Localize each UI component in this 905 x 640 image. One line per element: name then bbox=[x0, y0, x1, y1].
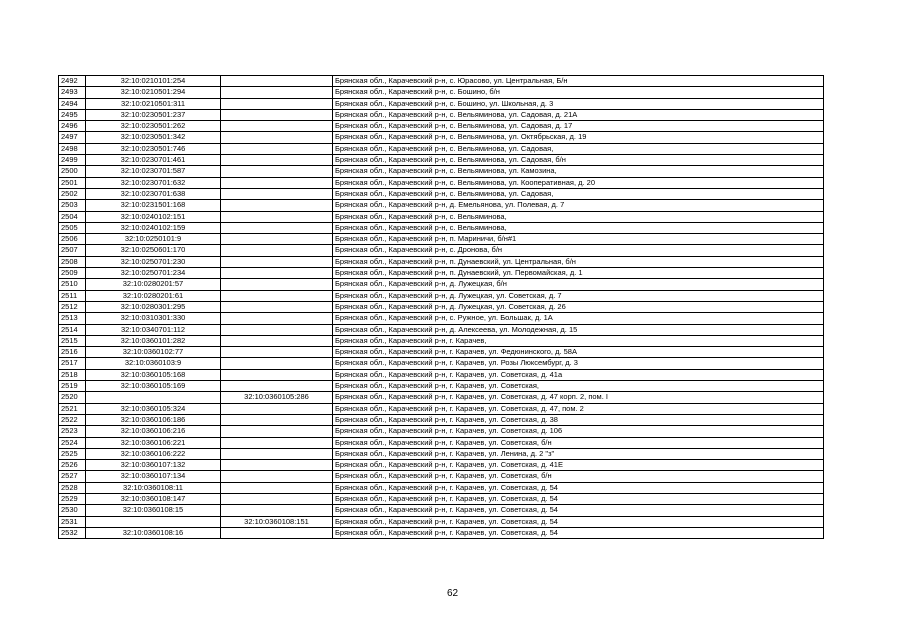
table-row bbox=[59, 381, 824, 392]
cadastral-number-cell: 32:10:0250101:9 bbox=[86, 234, 221, 245]
cadastral-number-cell: 32:10:0360107:134 bbox=[86, 471, 221, 482]
row-number-cell: 2530 bbox=[59, 505, 86, 516]
table-row bbox=[59, 437, 824, 448]
table-row bbox=[59, 109, 824, 120]
address-cell: Брянская обл., Карачевский р-н, с. Бошино, б/н bbox=[333, 87, 824, 98]
row-number-cell: 2515 bbox=[59, 335, 86, 346]
table-row bbox=[59, 290, 824, 301]
address-cell: Брянская обл., Карачевский р-н, г. Карачев, ул. Советская, д. 54 bbox=[333, 527, 824, 538]
cadastral-number-cell: 32:10:0360107:132 bbox=[86, 460, 221, 471]
cadastral-number-secondary-cell bbox=[221, 268, 333, 279]
cadastral-number-secondary-cell bbox=[221, 347, 333, 358]
table-row bbox=[59, 256, 824, 267]
row-number-cell: 2495 bbox=[59, 109, 86, 120]
table-row bbox=[59, 392, 824, 403]
row-number-cell: 2504 bbox=[59, 211, 86, 222]
address-cell: Брянская обл., Карачевский р-н, д. Лужецкая, ул. Советская, д. 7 bbox=[333, 290, 824, 301]
address-cell: Брянская обл., Карачевский р-н, п. Мариничи, б/н#1 bbox=[333, 234, 824, 245]
row-number-cell: 2506 bbox=[59, 234, 86, 245]
cadastral-number-secondary-cell bbox=[221, 381, 333, 392]
table-row bbox=[59, 482, 824, 493]
address-cell: Брянская обл., Карачевский р-н, с. Вельяминова, ул. Садовая, д. 17 bbox=[333, 121, 824, 132]
address-cell: Брянская обл., Карачевский р-н, г. Карачев, ул. Советская, д. 47, пом. 2 bbox=[333, 403, 824, 414]
row-number-cell: 2503 bbox=[59, 200, 86, 211]
table-row bbox=[59, 245, 824, 256]
row-number-cell: 2498 bbox=[59, 143, 86, 154]
table-row bbox=[59, 234, 824, 245]
table-row bbox=[59, 403, 824, 414]
cadastral-number-cell bbox=[86, 392, 221, 403]
cadastral-number-secondary-cell bbox=[221, 358, 333, 369]
cadastral-number-secondary-cell bbox=[221, 460, 333, 471]
row-number-cell: 2520 bbox=[59, 392, 86, 403]
row-number-cell: 2493 bbox=[59, 87, 86, 98]
row-number-cell: 2524 bbox=[59, 437, 86, 448]
cadastral-number-cell: 32:10:0360108:16 bbox=[86, 527, 221, 538]
address-cell: Брянская обл., Карачевский р-н, д. Лужецкая, ул. Советская, д. 26 bbox=[333, 301, 824, 312]
row-number-cell: 2508 bbox=[59, 256, 86, 267]
cadastral-number-cell: 32:10:0240102:159 bbox=[86, 222, 221, 233]
cadastral-number-cell: 32:10:0360106:186 bbox=[86, 414, 221, 425]
table-row bbox=[59, 448, 824, 459]
cadastral-number-cell: 32:10:0280201:61 bbox=[86, 290, 221, 301]
address-cell: Брянская обл., Карачевский р-н, с. Бошино, ул. Школьная, д. 3 bbox=[333, 98, 824, 109]
row-number-cell: 2516 bbox=[59, 347, 86, 358]
cadastral-number-cell: 32:10:0230501:342 bbox=[86, 132, 221, 143]
address-cell: Брянская обл., Карачевский р-н, с. Ружное, ул. Большак, д. 1А bbox=[333, 313, 824, 324]
table-row bbox=[59, 426, 824, 437]
row-number-cell: 2527 bbox=[59, 471, 86, 482]
cadastral-number-cell: 32:10:0360101:282 bbox=[86, 335, 221, 346]
cadastral-number-secondary-cell bbox=[221, 87, 333, 98]
cadastral-number-secondary-cell bbox=[221, 471, 333, 482]
table-row bbox=[59, 177, 824, 188]
table-row bbox=[59, 155, 824, 166]
address-cell: Брянская обл., Карачевский р-н, с. Вельяминова, bbox=[333, 222, 824, 233]
table-row bbox=[59, 313, 824, 324]
address-cell: Брянская обл., Карачевский р-н, с. Вельяминова, ул. Садовая, bbox=[333, 188, 824, 199]
address-cell: Брянская обл., Карачевский р-н, г. Карачев, ул. Советская, д. 106 bbox=[333, 426, 824, 437]
table-row bbox=[59, 211, 824, 222]
cadastral-number-secondary-cell: 32:10:0360108:151 bbox=[221, 516, 333, 527]
address-cell: Брянская обл., Карачевский р-н, г. Карачев, ул. Розы Люксембург, д. 3 bbox=[333, 358, 824, 369]
cadastral-number-cell: 32:10:0360106:221 bbox=[86, 437, 221, 448]
table-row bbox=[59, 121, 824, 132]
table-row bbox=[59, 76, 824, 87]
cadastral-number-secondary-cell bbox=[221, 279, 333, 290]
page-number: 62 bbox=[446, 588, 459, 599]
cadastral-number-secondary-cell bbox=[221, 256, 333, 267]
row-number-cell: 2517 bbox=[59, 358, 86, 369]
cadastral-number-secondary-cell bbox=[221, 155, 333, 166]
address-cell: Брянская обл., Карачевский р-н, г. Карачев, ул. Советская, bbox=[333, 381, 824, 392]
cadastral-number-cell: 32:10:0250701:230 bbox=[86, 256, 221, 267]
table-row bbox=[59, 471, 824, 482]
cadastral-number-cell bbox=[86, 516, 221, 527]
cadastral-number-cell: 32:10:0340701:112 bbox=[86, 324, 221, 335]
table-row bbox=[59, 527, 824, 538]
row-number-cell: 2522 bbox=[59, 414, 86, 425]
cadastral-number-secondary-cell bbox=[221, 200, 333, 211]
address-cell: Брянская обл., Карачевский р-н, с. Вельяминова, bbox=[333, 211, 824, 222]
cadastral-number-secondary-cell bbox=[221, 290, 333, 301]
cadastral-number-cell: 32:10:0360106:216 bbox=[86, 426, 221, 437]
address-cell: Брянская обл., Карачевский р-н, с. Дронова, б/н bbox=[333, 245, 824, 256]
row-number-cell: 2532 bbox=[59, 527, 86, 538]
row-number-cell: 2501 bbox=[59, 177, 86, 188]
cadastral-number-cell: 32:10:0280201:57 bbox=[86, 279, 221, 290]
cadastral-number-secondary-cell bbox=[221, 98, 333, 109]
row-number-cell: 2529 bbox=[59, 493, 86, 504]
cadastral-number-secondary-cell bbox=[221, 143, 333, 154]
cadastral-number-secondary-cell bbox=[221, 324, 333, 335]
table-row bbox=[59, 188, 824, 199]
table-row bbox=[59, 358, 824, 369]
table-row bbox=[59, 505, 824, 516]
address-cell: Брянская обл., Карачевский р-н, г. Карачев, ул. Советская, б/н bbox=[333, 437, 824, 448]
row-number-cell: 2505 bbox=[59, 222, 86, 233]
address-cell: Брянская обл., Карачевский р-н, с. Вельяминова, ул. Октябрьская, д. 19 bbox=[333, 132, 824, 143]
cadastral-number-cell: 32:10:0230701:587 bbox=[86, 166, 221, 177]
cadastral-number-cell: 32:10:0360106:222 bbox=[86, 448, 221, 459]
row-number-cell: 2507 bbox=[59, 245, 86, 256]
address-cell: Брянская обл., Карачевский р-н, п. Дунаевский, ул. Первомайская, д. 1 bbox=[333, 268, 824, 279]
cadastral-number-secondary-cell: 32:10:0360105:286 bbox=[221, 392, 333, 403]
row-number-cell: 2518 bbox=[59, 369, 86, 380]
row-number-cell: 2509 bbox=[59, 268, 86, 279]
row-number-cell: 2514 bbox=[59, 324, 86, 335]
cadastral-number-secondary-cell bbox=[221, 245, 333, 256]
cadastral-number-cell: 32:10:0231501:168 bbox=[86, 200, 221, 211]
cadastral-number-cell: 32:10:0360105:324 bbox=[86, 403, 221, 414]
row-number-cell: 2512 bbox=[59, 301, 86, 312]
address-cell: Брянская обл., Карачевский р-н, г. Карачев, ул. Советская, д. 54 bbox=[333, 493, 824, 504]
row-number-cell: 2513 bbox=[59, 313, 86, 324]
cadastral-number-secondary-cell bbox=[221, 482, 333, 493]
address-cell: Брянская обл., Карачевский р-н, с. Юрасово, ул. Центральная, Б/н bbox=[333, 76, 824, 87]
table-row bbox=[59, 347, 824, 358]
cadastral-number-secondary-cell bbox=[221, 188, 333, 199]
address-cell: Брянская обл., Карачевский р-н, г. Карачев, ул. Федюнинского, д. 58А bbox=[333, 347, 824, 358]
address-cell: Брянская обл., Карачевский р-н, г. Карачев, bbox=[333, 335, 824, 346]
table-row bbox=[59, 222, 824, 233]
table-row bbox=[59, 493, 824, 504]
address-cell: Брянская обл., Карачевский р-н, г. Карачев, ул. Советская, б/н bbox=[333, 471, 824, 482]
cadastral-number-cell: 32:10:0230501:237 bbox=[86, 109, 221, 120]
row-number-cell: 2511 bbox=[59, 290, 86, 301]
table-row bbox=[59, 268, 824, 279]
address-cell: Брянская обл., Карачевский р-н, с. Вельяминова, ул. Кооперативная, д. 20 bbox=[333, 177, 824, 188]
property-registry-table bbox=[58, 75, 824, 539]
table-row bbox=[59, 369, 824, 380]
cadastral-number-secondary-cell bbox=[221, 121, 333, 132]
row-number-cell: 2521 bbox=[59, 403, 86, 414]
cadastral-number-secondary-cell bbox=[221, 437, 333, 448]
address-cell: Брянская обл., Карачевский р-н, с. Вельяминова, ул. Садовая, б/н bbox=[333, 155, 824, 166]
row-number-cell: 2525 bbox=[59, 448, 86, 459]
row-number-cell: 2531 bbox=[59, 516, 86, 527]
cadastral-number-cell: 32:10:0230701:638 bbox=[86, 188, 221, 199]
cadastral-number-cell: 32:10:0360105:168 bbox=[86, 369, 221, 380]
address-cell: Брянская обл., Карачевский р-н, п. Дунаевский, ул. Центральная, б/н bbox=[333, 256, 824, 267]
cadastral-number-cell: 32:10:0210501:311 bbox=[86, 98, 221, 109]
cadastral-number-secondary-cell bbox=[221, 234, 333, 245]
cadastral-number-cell: 32:10:0230501:262 bbox=[86, 121, 221, 132]
cadastral-number-cell: 32:10:0360102:77 bbox=[86, 347, 221, 358]
row-number-cell: 2519 bbox=[59, 381, 86, 392]
cadastral-number-secondary-cell bbox=[221, 301, 333, 312]
cadastral-number-cell: 32:10:0240102:151 bbox=[86, 211, 221, 222]
address-cell: Брянская обл., Карачевский р-н, г. Карачев, ул. Советская, д. 54 bbox=[333, 482, 824, 493]
table-row bbox=[59, 143, 824, 154]
cadastral-number-secondary-cell bbox=[221, 177, 333, 188]
cadastral-number-secondary-cell bbox=[221, 414, 333, 425]
table-row bbox=[59, 414, 824, 425]
table-row bbox=[59, 87, 824, 98]
cadastral-number-cell: 32:10:0280301:295 bbox=[86, 301, 221, 312]
table-row bbox=[59, 301, 824, 312]
address-cell: Брянская обл., Карачевский р-н, с. Вельяминова, ул. Садовая, bbox=[333, 143, 824, 154]
cadastral-number-cell: 32:10:0360105:169 bbox=[86, 381, 221, 392]
row-number-cell: 2496 bbox=[59, 121, 86, 132]
table-row bbox=[59, 460, 824, 471]
address-cell: Брянская обл., Карачевский р-н, д. Емельянова, ул. Полевая, д. 7 bbox=[333, 200, 824, 211]
address-cell: Брянская обл., Карачевский р-н, г. Карачев, ул. Советская, д. 41а bbox=[333, 369, 824, 380]
row-number-cell: 2499 bbox=[59, 155, 86, 166]
address-cell: Брянская обл., Карачевский р-н, г. Карачев, ул. Советская, д. 54 bbox=[333, 505, 824, 516]
cadastral-number-secondary-cell bbox=[221, 335, 333, 346]
table-row bbox=[59, 324, 824, 335]
row-number-cell: 2492 bbox=[59, 76, 86, 87]
cadastral-number-secondary-cell bbox=[221, 313, 333, 324]
address-cell: Брянская обл., Карачевский р-н, д. Лужецкая, б/н bbox=[333, 279, 824, 290]
address-cell: Брянская обл., Карачевский р-н, г. Карачев, ул. Советская, д. 47 корп. 2, пом. I bbox=[333, 392, 824, 403]
table-row bbox=[59, 279, 824, 290]
row-number-cell: 2500 bbox=[59, 166, 86, 177]
cadastral-number-secondary-cell bbox=[221, 448, 333, 459]
cadastral-number-secondary-cell bbox=[221, 109, 333, 120]
row-number-cell: 2497 bbox=[59, 132, 86, 143]
address-cell: Брянская обл., Карачевский р-н, г. Карачев, ул. Советская, д. 38 bbox=[333, 414, 824, 425]
cadastral-number-cell: 32:10:0210101:254 bbox=[86, 76, 221, 87]
cadastral-number-secondary-cell bbox=[221, 222, 333, 233]
cadastral-number-secondary-cell bbox=[221, 211, 333, 222]
table-row bbox=[59, 98, 824, 109]
cadastral-number-cell: 32:10:0360108:11 bbox=[86, 482, 221, 493]
address-cell: Брянская обл., Карачевский р-н, с. Вельяминова, ул. Камозина, bbox=[333, 166, 824, 177]
cadastral-number-cell: 32:10:0230501:746 bbox=[86, 143, 221, 154]
cadastral-number-cell: 32:10:0230701:632 bbox=[86, 177, 221, 188]
cadastral-number-secondary-cell bbox=[221, 527, 333, 538]
cadastral-number-cell: 32:10:0360103:9 bbox=[86, 358, 221, 369]
table-row bbox=[59, 200, 824, 211]
address-cell: Брянская обл., Карачевский р-н, г. Карачев, ул. Советская, д. 41Е bbox=[333, 460, 824, 471]
row-number-cell: 2526 bbox=[59, 460, 86, 471]
row-number-cell: 2523 bbox=[59, 426, 86, 437]
cadastral-number-cell: 32:10:0250601:170 bbox=[86, 245, 221, 256]
row-number-cell: 2494 bbox=[59, 98, 86, 109]
row-number-cell: 2528 bbox=[59, 482, 86, 493]
cadastral-number-secondary-cell bbox=[221, 426, 333, 437]
cadastral-number-secondary-cell bbox=[221, 403, 333, 414]
address-cell: Брянская обл., Карачевский р-н, с. Вельяминова, ул. Садовая, д. 21А bbox=[333, 109, 824, 120]
cadastral-number-secondary-cell bbox=[221, 369, 333, 380]
cadastral-number-secondary-cell bbox=[221, 76, 333, 87]
cadastral-number-cell: 32:10:0360108:147 bbox=[86, 493, 221, 504]
cadastral-number-cell: 32:10:0250701:234 bbox=[86, 268, 221, 279]
cadastral-number-cell: 32:10:0210501:294 bbox=[86, 87, 221, 98]
cadastral-number-cell: 32:10:0360108:15 bbox=[86, 505, 221, 516]
table-row bbox=[59, 335, 824, 346]
address-cell: Брянская обл., Карачевский р-н, г. Карачев, ул. Советская, д. 54 bbox=[333, 516, 824, 527]
cadastral-number-cell: 32:10:0310301:330 bbox=[86, 313, 221, 324]
cadastral-number-secondary-cell bbox=[221, 166, 333, 177]
address-cell: Брянская обл., Карачевский р-н, д. Алексеева, ул. Молодежная, д. 15 bbox=[333, 324, 824, 335]
cadastral-number-secondary-cell bbox=[221, 505, 333, 516]
row-number-cell: 2510 bbox=[59, 279, 86, 290]
table-row bbox=[59, 166, 824, 177]
table-row bbox=[59, 132, 824, 143]
table-row bbox=[59, 516, 824, 527]
cadastral-number-cell: 32:10:0230701:461 bbox=[86, 155, 221, 166]
registry-body bbox=[59, 76, 824, 539]
row-number-cell: 2502 bbox=[59, 188, 86, 199]
address-cell: Брянская обл., Карачевский р-н, г. Карачев, ул. Ленина, д. 2 "з" bbox=[333, 448, 824, 459]
cadastral-number-secondary-cell bbox=[221, 493, 333, 504]
cadastral-number-secondary-cell bbox=[221, 132, 333, 143]
